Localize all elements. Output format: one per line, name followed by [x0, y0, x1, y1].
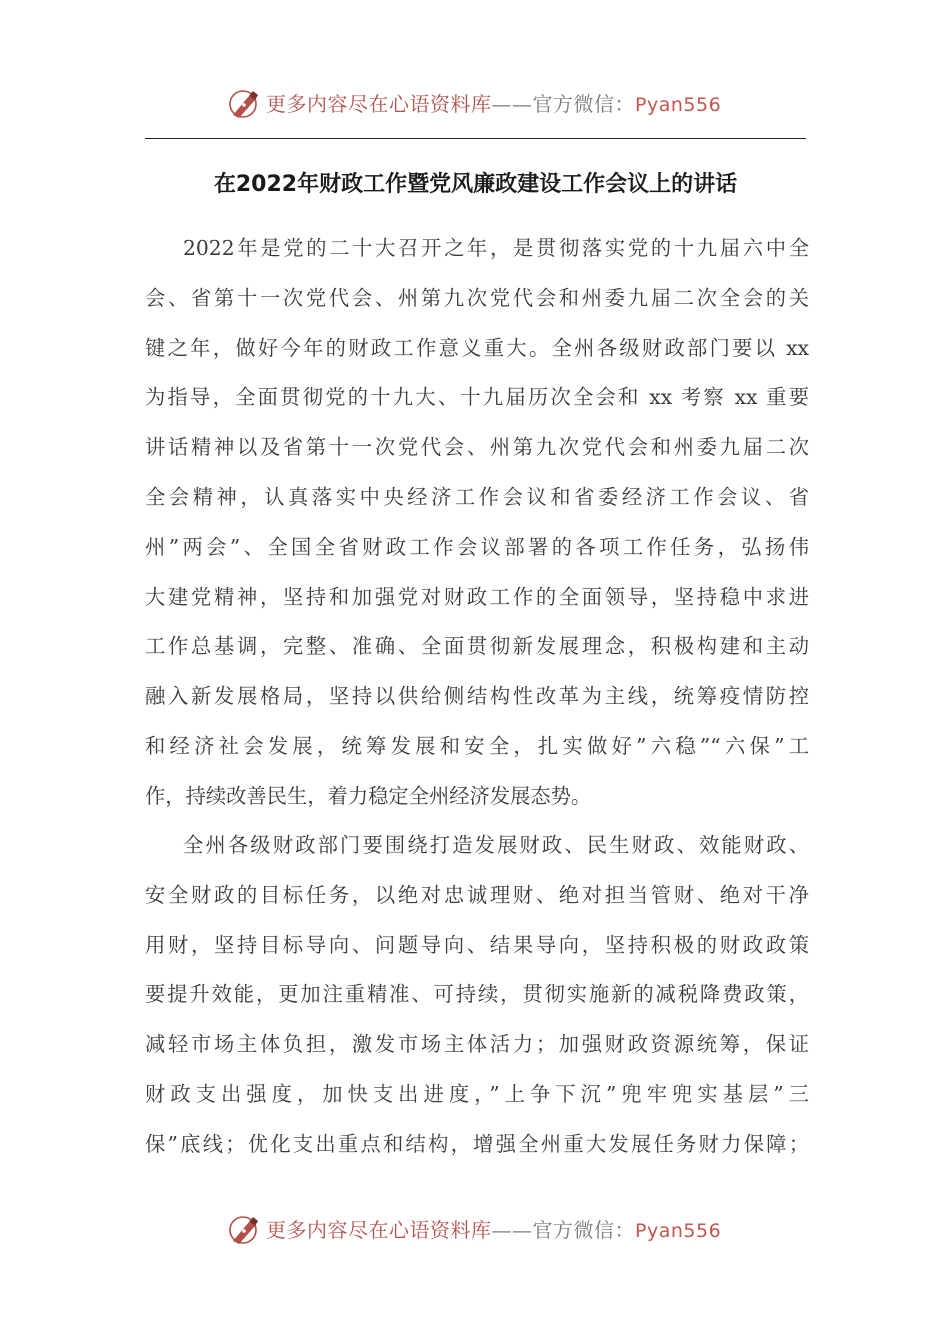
header-banner	[0, 84, 950, 124]
text-line: 为指导，全面贯彻党的十九大、十九届历次全会和 xx 考察 xx 重要	[145, 385, 809, 410]
paragraph-2	[145, 830, 809, 1179]
contact-label: 官方微信：	[532, 1218, 635, 1242]
banner-separator: ——	[491, 1218, 533, 1242]
banner-separator: ——	[491, 92, 533, 116]
contact-id: Pyan556	[635, 1220, 722, 1242]
text-line: 键之年，做好今年的财政工作意义重大。全州各级财政部门要以 xx	[145, 335, 809, 360]
text-line: 全州各级财政部门要围绕打造发展财政、民生财政、效能财政、	[183, 833, 809, 857]
text-line: 财政支出强度，加快支出进度，”上争下沉”兜牢兜实基层”三	[145, 1081, 809, 1106]
text-line: 保”底线；优化支出重点和结构，增强全州重大发展任务财力保障；	[145, 1131, 809, 1156]
text-line: 会、省第十一次党代会、州第九次党代会和州委九届二次全会的关	[145, 285, 809, 310]
text-line: 州”两会”、全国全省财政工作会议部署的各项工作任务，弘扬伟	[145, 534, 809, 559]
text-line: 用财，坚持目标导向、问题导向、结果导向，坚持积极的财政政策	[145, 932, 809, 957]
text-line: 工作总基调，完整、准确、全面贯彻新发展理念，积极构建和主动	[145, 634, 809, 659]
text-line: 和经济社会发展，统筹发展和安全，扎实做好”六稳”“六保”工	[145, 733, 809, 758]
document-title: 在2022年财政工作暨党风廉政建设工作会议上的讲话	[213, 172, 738, 197]
site-name: 更多内容尽在心语资料库	[266, 92, 492, 116]
text-line: 要提升效能，更加注重精准、可持续，贯彻实施新的减税降费政策，	[145, 982, 809, 1007]
pen-nib-icon	[227, 1214, 261, 1246]
footer-banner	[0, 1210, 950, 1250]
text-line: 2022年是党的二十大召开之年，是贯彻落实党的十九届六中全	[183, 236, 809, 260]
pen-nib-icon	[227, 88, 261, 120]
contact-id: Pyan556	[635, 94, 722, 116]
text-line: 大建党精神，坚持和加强党对财政工作的全面领导，坚持稳中求进	[145, 584, 809, 609]
text-line: 全会精神，认真落实中央经济工作会议和省委经济工作会议、省	[145, 484, 809, 509]
text-line: 讲话精神以及省第十一次党代会、州第九次党代会和州委九届二次	[145, 435, 809, 460]
text-line: 融入新发展格局，坚持以供给侧结构性改革为主线，统筹疫情防控	[145, 684, 809, 709]
text-line: 安全财政的目标任务，以绝对忠诚理财、绝对担当管财、绝对干净	[145, 882, 809, 907]
contact-label: 官方微信：	[532, 92, 635, 116]
site-name: 更多内容尽在心语资料库	[266, 1218, 492, 1242]
header-divider	[145, 138, 806, 139]
paragraph-1	[145, 233, 809, 831]
text-line: 作，持续改善民生，着力稳定全州经济发展态势。	[145, 783, 592, 808]
text-line: 减轻市场主体负担，激发市场主体活力；加强财政资源统筹，保证	[145, 1032, 809, 1057]
